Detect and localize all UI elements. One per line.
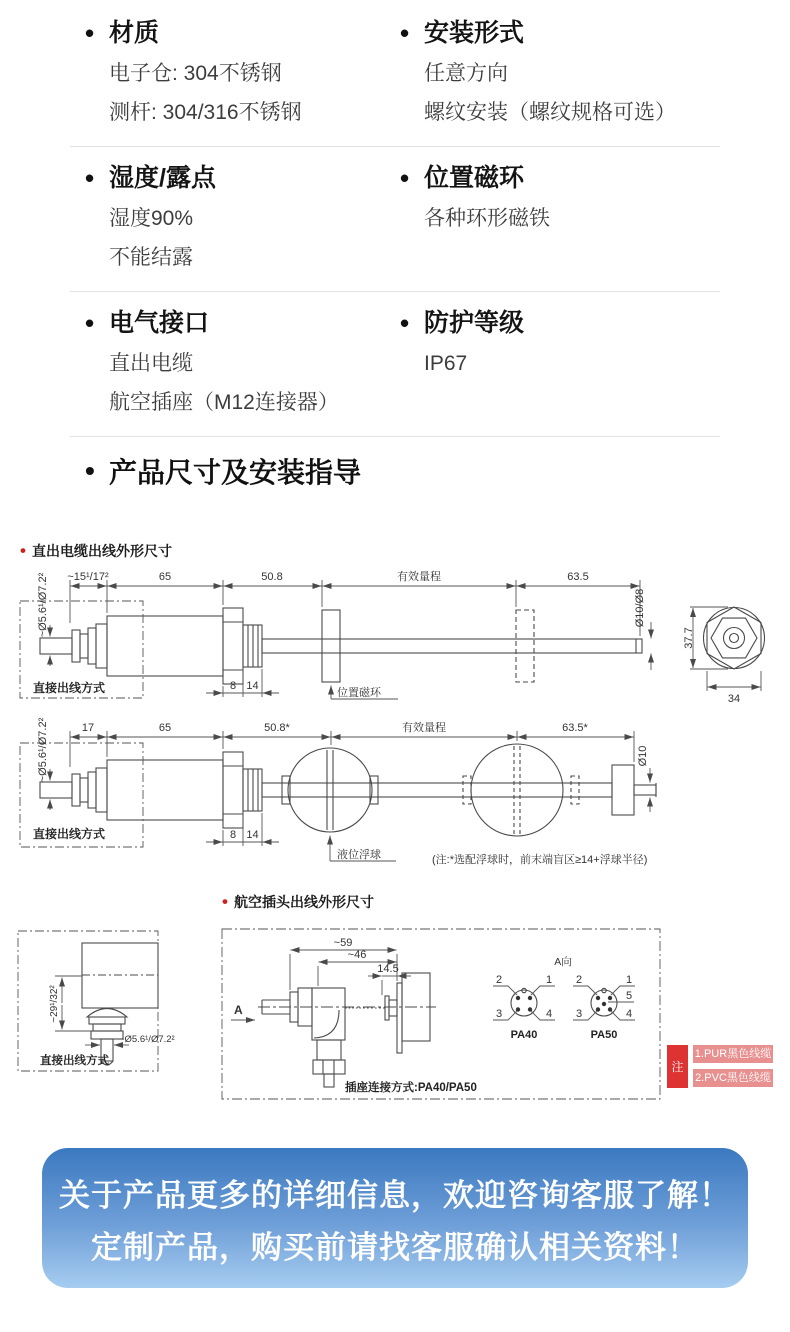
drawing-label-aviation	[222, 892, 374, 912]
spec-lines	[109, 54, 382, 132]
drawing-aviation-plug	[218, 910, 668, 1110]
technical-drawings	[0, 535, 790, 1110]
dim-head: 50.8*	[264, 722, 290, 734]
dim-hex: 8	[229, 829, 237, 841]
pa50-name: PA50	[590, 1029, 618, 1041]
spec-line: 航空插座（M12连接器）	[109, 391, 339, 414]
spec-mounting	[382, 14, 720, 132]
dim-rod-dia: Ø10/Ø8	[634, 588, 646, 628]
magnet-ring-label: 位置磁环	[337, 687, 381, 699]
drawing-float-side-view	[0, 712, 790, 887]
customer-service-banner	[42, 1148, 748, 1288]
dim-endview-width: 34	[727, 693, 741, 705]
dim-head: 50.8	[261, 571, 283, 583]
red-bullet-icon: •	[20, 541, 26, 560]
spec-material	[70, 14, 382, 132]
dim-body: 65	[158, 571, 172, 583]
spec-humidity	[70, 159, 382, 277]
pa40-pin-2: 2	[495, 974, 503, 986]
dim-tail: 63.5*	[562, 722, 588, 734]
exit-mode-label: 直接出线方式	[40, 1055, 109, 1067]
spec-line: 各种环形磁铁	[424, 207, 550, 230]
pa50-pin-4: 4	[625, 1008, 633, 1020]
pa40-pin-1: 1	[545, 974, 553, 986]
float-ball-label: 液位浮球	[337, 849, 381, 861]
dim-rod-dia: Ø10	[637, 745, 649, 767]
spec-row-3	[70, 292, 720, 437]
pa50-pin-3: 3	[575, 1008, 583, 1020]
dim-height: ~29¹/32²	[49, 985, 60, 1023]
red-bullet-icon: •	[222, 892, 228, 911]
spec-lines	[109, 199, 382, 277]
dim-gland: 17	[81, 722, 95, 734]
dim-cable-dia: ~Ø5.6¹/Ø7.2²	[37, 717, 49, 783]
view-arrow-label: A	[234, 1003, 243, 1017]
dim-gland: ~15¹/17²	[67, 571, 109, 583]
spec-line: IP67	[424, 352, 468, 375]
spec-line: 螺纹安装（螺纹规格可选）	[424, 101, 676, 124]
pa40-pin-3: 3	[495, 1008, 503, 1020]
bullet-icon: •	[85, 308, 95, 338]
spec-list	[70, 0, 720, 437]
spec-protection	[382, 304, 720, 422]
spec-line: 不能结露	[109, 246, 193, 269]
pa50-pin-2: 2	[575, 974, 583, 986]
bullet-icon: •	[400, 308, 410, 338]
drawing-label-text: 直出电缆出线外形尺寸	[31, 543, 172, 559]
pa50-pin-1: 1	[625, 974, 633, 986]
bullet-icon: •	[400, 163, 410, 193]
dim-hex: 8	[229, 680, 237, 692]
pa40-name: PA40	[510, 1029, 538, 1041]
pa40-pin-4: 4	[545, 1008, 553, 1020]
float-note: (注:*选配浮球时，前末端盲区≥14+浮球半径)	[432, 854, 648, 866]
drawing-down-exit	[15, 923, 190, 1075]
spec-line: 测杆: 304/316不锈钢	[109, 101, 302, 124]
drawing-label-text: 航空插头出线外形尺寸	[233, 894, 374, 910]
dim-cable-dia: ~Ø5.6¹/Ø7.2²	[119, 1034, 175, 1045]
dim-range: 有效量程	[397, 571, 441, 583]
banner-line-1: 关于产品更多的详细信息，欢迎咨询客服了解！	[59, 1177, 731, 1213]
dim-range: 有效量程	[402, 722, 446, 734]
dim-endview-height: 37.7	[683, 627, 695, 649]
spec-line: 电子仓: 304不锈钢	[109, 62, 282, 85]
spec-title: 湿度/露点	[109, 164, 216, 192]
pa50-pin-5: 5	[625, 990, 633, 1002]
section-title	[70, 451, 720, 491]
banner-line-2: 定制产品，购买前请找客服确认相关资料！	[91, 1229, 699, 1265]
drawing-direct-cable-side-view	[0, 563, 790, 713]
dim-tail: 63.5	[567, 571, 589, 583]
spec-line: 任意方向	[424, 62, 508, 85]
dim-tip: 14.5	[377, 963, 399, 975]
spec-electrical	[70, 304, 382, 422]
dim-mid: ~46	[347, 949, 367, 961]
exit-mode-label: 直接出线方式	[33, 681, 106, 695]
note-item-1: 1.PUR黑色线缆	[693, 1045, 773, 1063]
spec-lines	[109, 344, 382, 422]
dim-thread: 14	[246, 829, 259, 841]
spec-title: 材质	[109, 19, 160, 47]
bullet-icon: •	[85, 455, 95, 486]
spec-magnet-ring	[382, 159, 720, 277]
spec-lines	[424, 54, 720, 132]
spec-title: 安装形式	[424, 19, 525, 47]
bullet-icon: •	[85, 163, 95, 193]
spec-line: 湿度90%	[109, 207, 194, 230]
spec-title: 位置磁环	[424, 164, 525, 192]
spec-title: 防护等级	[424, 309, 525, 337]
note-item-2: 2.PVC黑色线缆	[693, 1069, 773, 1087]
spec-lines	[424, 344, 720, 383]
note-tab: 注	[667, 1045, 688, 1088]
dim-cable-dia: ~Ø5.6¹/Ø7.2²	[37, 572, 49, 638]
spec-lines	[424, 199, 720, 238]
connector-note: 插座连接方式:PA40/PA50	[345, 1082, 477, 1094]
a-view-label: A向	[554, 956, 572, 968]
bullet-icon: •	[400, 18, 410, 48]
section-title-text: 产品尺寸及安装指导	[109, 457, 362, 488]
spec-line: 直出电缆	[109, 352, 193, 375]
exit-mode-label: 直接出线方式	[33, 827, 106, 841]
drawing-label-direct-cable	[20, 541, 172, 561]
dim-total: ~59	[333, 937, 353, 949]
bullet-icon: •	[85, 18, 95, 48]
dim-body: 65	[158, 722, 172, 734]
spec-row-2	[70, 147, 720, 292]
spec-title: 电气接口	[109, 309, 210, 337]
dim-thread: 14	[246, 680, 259, 692]
spec-row-1	[70, 2, 720, 147]
